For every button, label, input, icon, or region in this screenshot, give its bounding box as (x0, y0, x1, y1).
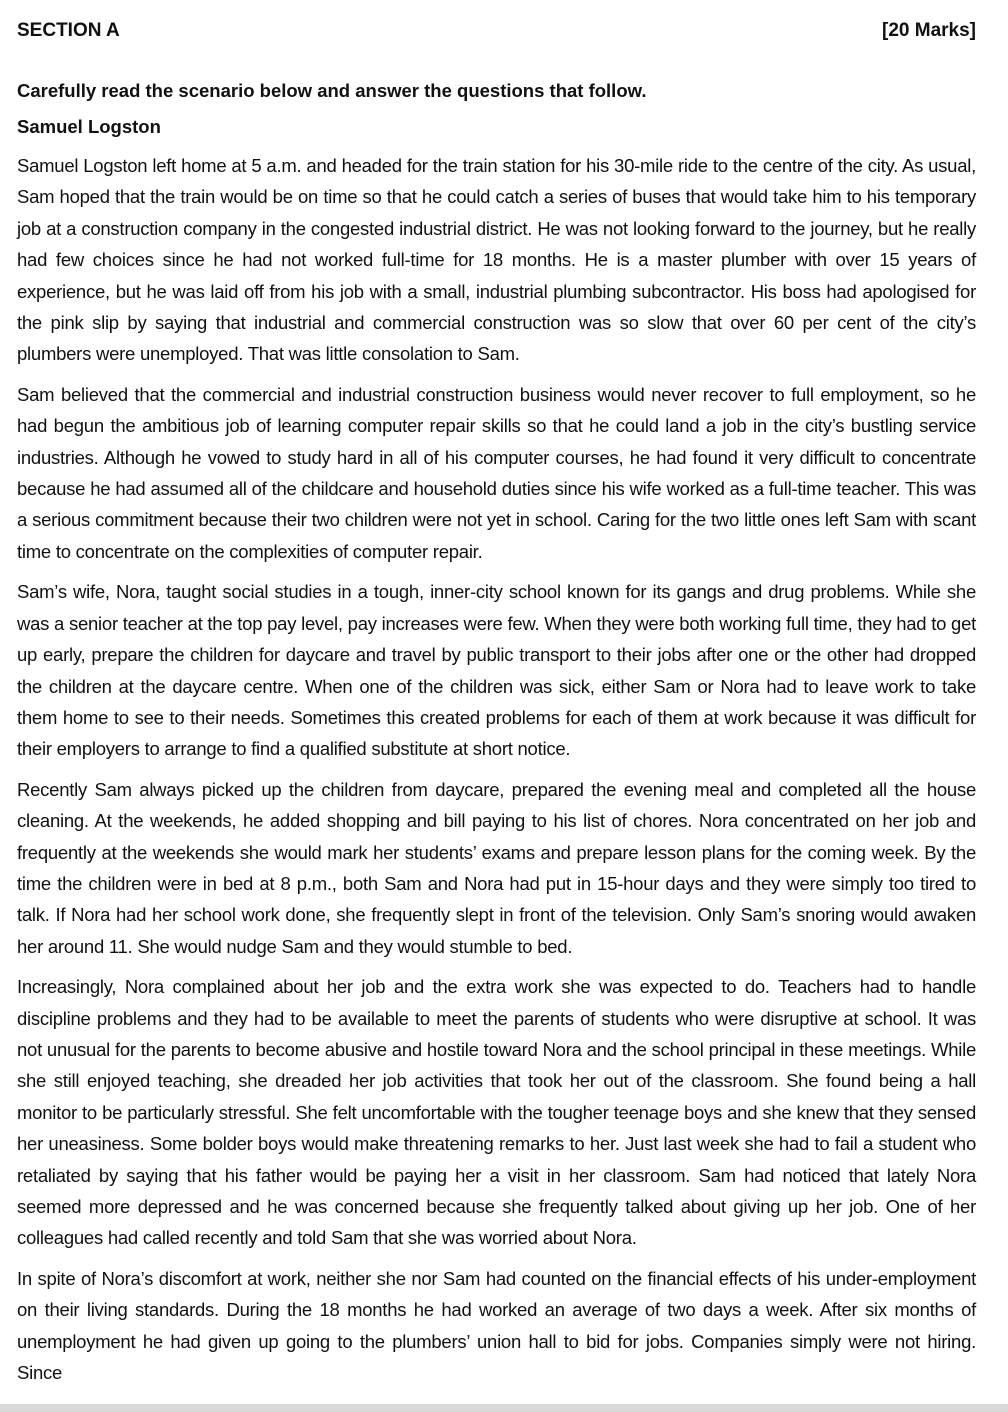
section-marks: [20 Marks] (882, 20, 976, 41)
scenario-title: Samuel Logston (17, 116, 161, 137)
section-header (17, 18, 976, 44)
paragraph-6: In spite of Nora’s discomfort at work, neither she nor Sam had counted on the financial effects of his under-employment on their living standards. During the 18 months he had worked an average of two days a week. After six months of unemployment he had given up going to the plumbers’ union hall to bid for jobs. Companies simply were not hiring. Since (17, 1267, 976, 1384)
paragraph-2: Sam believed that the commercial and industrial construction business would never recover to full employment, so he had begun the ambitious job of learning computer repair skills so that he could land a job in the city’s bustling service industries. Although he vowed to study hard in all of his computer courses, he had found it very difficult to concentrate because he had assumed all of the childcare and household duties since his wife worked as a full-time teacher. This was a serious commitment because their two children were not yet in school. Caring for the two little ones left Sam with scant time to concentrate on the complexities of computer repair. (17, 383, 976, 562)
section-title: SECTION A (17, 20, 120, 41)
paragraph-5: Increasingly, Nora complained about her job and the extra work she was expected to do. Teachers had to handle discipline problems and they had to be available to meet the parents of students who were disruptive at school. It was not unusual for the parents to become abusive and hostile toward Nora and the school principal in these meetings. While she still enjoyed teaching, she dreaded her job activities that took her out of the classroom. She found being a hall monitor to be particularly stressful. She felt uncomfortable with the tougher teenage boys and she knew that they sensed her uneasiness. Some bolder boys would make threatening remarks to her. Just last week she had to fail a student who retaliated by saying that his father would be paying her a visit in her classroom. Sam had noticed that lately Nora seemed more depressed and he was concerned because she frequently talked about giving up her job. One of her colleagues had called recently and told Sam that she was worried about Nora. (17, 976, 976, 1249)
scenario-body (17, 150, 976, 1388)
paragraph-1: Samuel Logston left home at 5 a.m. and headed for the train station for his 30-mile ride to the centre of the city. As usual, Sam hoped that the train would be on time so that he could catch a series of buses that would take him to his temporary job at a construction company in the congested industrial district. He was not looking forward to the journey, but he really had few choices since he had not worked full-time for 18 months. He is a master plumber with over 15 years of experience, but he was laid off from his job with a small, industrial plumbing subcontractor. His boss had apologised for the pink slip by saying that industrial and commercial construction was so slow that over 60 per cent of the city’s plumbers were unemployed. That was little consolation to Sam. (17, 155, 976, 365)
bottom-scroll-edge (0, 1404, 1008, 1412)
instruction-text: Carefully read the scenario below and answer the questions that follow. (17, 80, 647, 101)
paragraph-3: Sam’s wife, Nora, taught social studies in a tough, inner-city school known for its gangs and drug problems. While she was a senior teacher at the top pay level, pay increases were few. When they were both working full time, they had to get up early, prepare the children for daycare and travel by public transport to their jobs after one or the other had dropped the children at the daycare centre. When one of the children was sick, either Sam or Nora had to leave work to take them home to see to their needs. Sometimes this created problems for each of them at work because it was difficult for their employers to arrange to find a qualified substitute at short notice. (17, 581, 977, 760)
paragraph-4: Recently Sam always picked up the children from daycare, prepared the evening meal and completed all the house cleaning. At the weekends, he added shopping and bill paying to his list of chores. Nora concentrated on her job and frequently at the weekends she would mark her students’ exams and prepare lesson plans for the coming week. By the time the children were in bed at 8 p.m., both Sam and Nora had put in 15-hour days and they were simply too tired to talk. If Nora had her school work done, she frequently slept in front of the television. Only Sam’s snoring would awaken her around 11. She would nudge Sam and they would stumble to bed. (17, 778, 976, 957)
